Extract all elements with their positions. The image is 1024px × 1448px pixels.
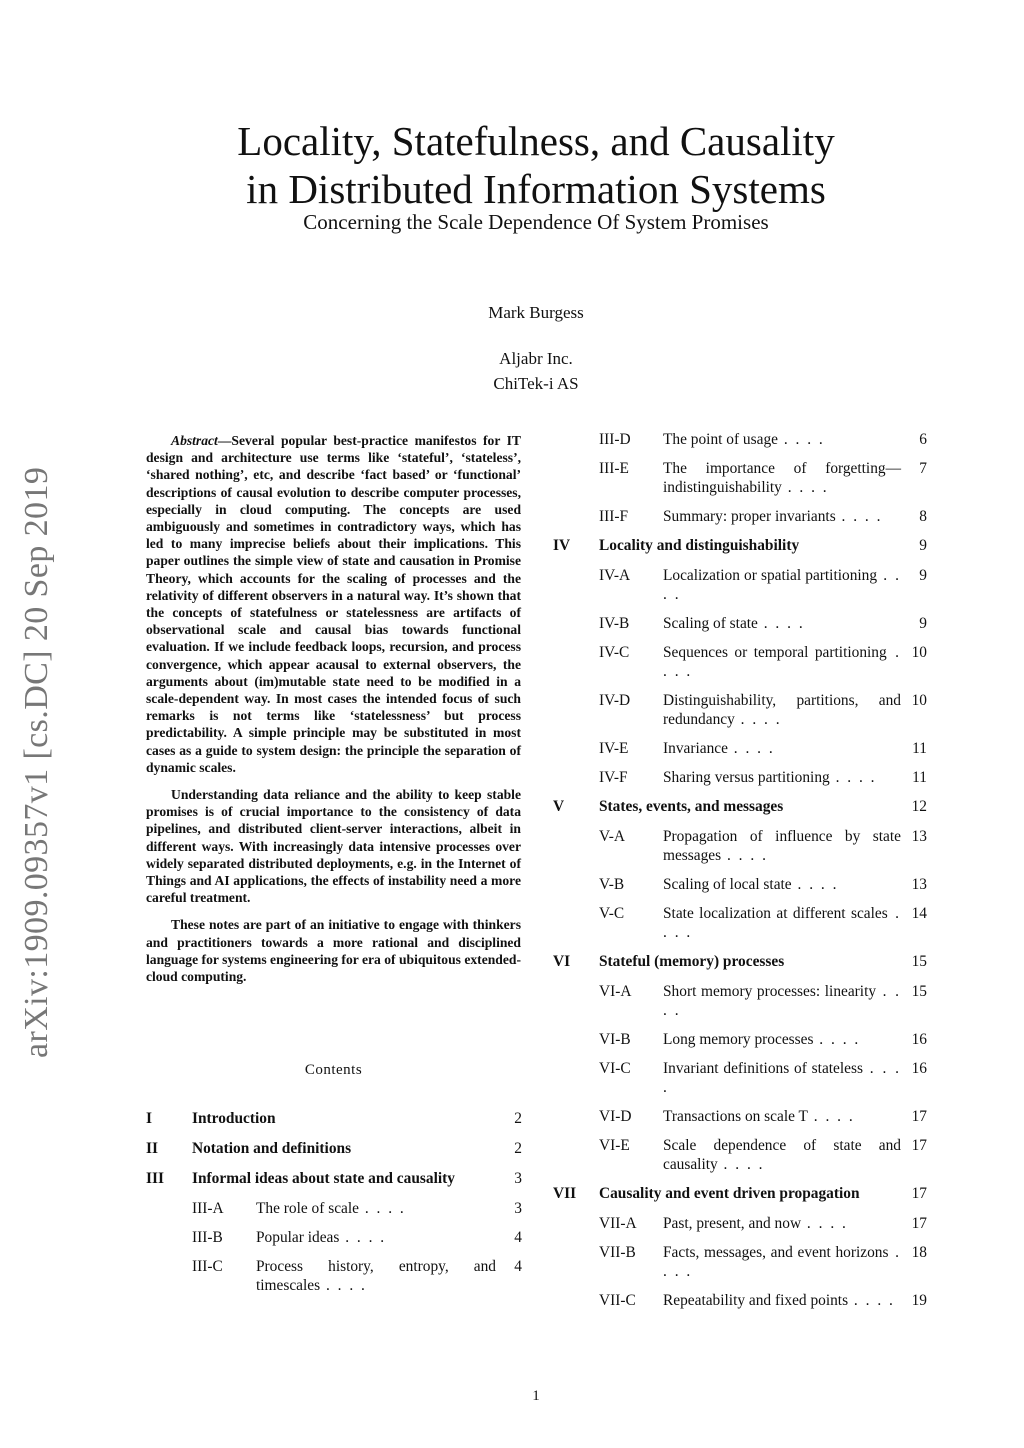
toc-label: State localization at different scales . . . . [663, 905, 902, 941]
toc-number: IV [553, 537, 571, 554]
toc-left-column [146, 1107, 522, 1305]
toc-section[interactable] [146, 1109, 522, 1128]
toc-leader-dots: . . . . [663, 905, 902, 941]
affiliation-2: ChiTek-i AS [493, 374, 579, 393]
abstract-paragraph-1 [146, 432, 521, 776]
toc-number: IV-F [599, 769, 628, 786]
toc-section[interactable] [553, 536, 927, 555]
toc-number: III-A [192, 1200, 224, 1217]
toc-label: Popular ideas . . . . [256, 1229, 387, 1246]
toc-page: 3 [514, 1200, 522, 1217]
toc-subsection[interactable] [599, 566, 927, 604]
toc-page: 9 [919, 537, 927, 554]
toc-label: States, events, and messages [599, 798, 784, 815]
toc-leader-dots: . . . . [727, 740, 775, 757]
toc-page: 16 [911, 1060, 927, 1077]
toc-page: 16 [911, 1031, 927, 1048]
toc-subsection[interactable] [599, 643, 927, 681]
toc-page: 17 [911, 1137, 927, 1154]
toc-page: 11 [912, 740, 927, 757]
toc-number: VII-A [599, 1215, 637, 1232]
toc-number: IV-A [599, 567, 631, 584]
toc-page: 17 [911, 1185, 927, 1202]
toc-page: 2 [514, 1110, 522, 1127]
toc-page: 17 [911, 1108, 927, 1125]
toc-number: V [553, 798, 565, 815]
toc-leader-dots: . . . . [721, 847, 768, 864]
toc-subsection[interactable] [192, 1199, 522, 1218]
toc-number: VII [553, 1185, 577, 1202]
toc-leader-dots: . . . . [663, 567, 901, 603]
toc-page: 12 [911, 798, 927, 815]
abstract-text-1: —Several popular best-practice manifestos for IT design and architecture use terms like ‘stateful’, ‘stateless’, ‘shared nothing’, etc, and describe ‘fact based’ or ‘functional’ descriptions of causal evolution to describe computer processes, especially in cloud computing. The concepts are used ambiguously and sometimes in contradictory ways, which has led to many imprecise beliefs about their implications. This paper outlines the simple view of state and causation in Promise Theory, which accounts for the scaling of processes and the relativity of different observers in a natural way. It’s shown that the concepts of statefulness or statelessness are artifacts of observational scale and causal bias towards functional evaluation. If we include feedback loops, recursion, and process convergence, which appear acausal to external observers, the arguments about (im)mutable state need to be modified in a scale-dependent way. In most cases the intended focus of such remarks is not terms like ‘statelessness’ but process predictability. A simple principle may be substituted in most cases as a guide to system design: the principle the separation of dynamic scales. [146, 433, 521, 775]
toc-subsection[interactable] [599, 614, 927, 633]
toc-label: Stateful (memory) processes [599, 953, 785, 970]
toc-number: V-C [599, 905, 625, 922]
toc-number: V-A [599, 828, 625, 845]
toc-page: 13 [911, 828, 927, 845]
toc-number: III-F [599, 508, 629, 525]
toc-label: Repeatability and fixed points . . . . [663, 1292, 895, 1309]
toc-subsection[interactable] [599, 459, 927, 497]
toc-number: VI [553, 953, 571, 970]
toc-label: Sequences or temporal partitioning . . . . [663, 644, 901, 680]
abstract-lead: Abstract [171, 433, 218, 448]
toc-label: Causality and event driven propagation [599, 1185, 860, 1202]
toc-subsection[interactable] [192, 1257, 522, 1295]
toc-subsection[interactable] [599, 1243, 927, 1281]
toc-subsection[interactable] [599, 1059, 927, 1097]
toc-leader-dots: . . . . [848, 1292, 895, 1309]
toc-leader-dots: . . . . [734, 711, 782, 728]
toc-page: 10 [911, 644, 927, 661]
toc-leader-dots: . . . . [757, 615, 805, 632]
toc-number: III-E [599, 460, 629, 477]
toc-number: IV-B [599, 615, 630, 632]
toc-leader-dots: . . . . [835, 508, 883, 525]
toc-leader-dots: . . . . [663, 983, 901, 1019]
toc-page: 2 [514, 1140, 522, 1157]
toc-number: VI-E [599, 1137, 630, 1154]
toc-section[interactable] [553, 1184, 927, 1203]
toc-page: 14 [911, 905, 927, 922]
toc-label: The role of scale . . . . [256, 1200, 406, 1217]
toc-number: I [146, 1110, 152, 1127]
arxiv-stamp: arXiv:1909.09357v1 [cs.DC] 20 Sep 2019 [18, 466, 55, 1058]
toc-label: Locality and distinguishability [599, 537, 800, 554]
toc-page: 9 [919, 615, 927, 632]
title-line-2: in Distributed Information Systems [246, 166, 826, 212]
toc-leader-dots: . . . . [663, 1060, 901, 1096]
toc-number: II [146, 1140, 158, 1157]
toc-leader-dots: . . . . [663, 1244, 901, 1280]
toc-leader-dots: . . . . [801, 1215, 848, 1232]
toc-number: VII-B [599, 1244, 636, 1261]
toc-subsection[interactable] [599, 1030, 927, 1049]
toc-page: 17 [911, 1215, 927, 1232]
toc-leader-dots: . . . . [791, 876, 839, 893]
toc-leader-dots: . . . . [777, 431, 825, 448]
toc-leader-dots: . . . . [717, 1156, 765, 1173]
toc-page: 6 [919, 431, 927, 448]
affiliations [0, 346, 1024, 396]
toc-label: Sharing versus partitioning . . . . [663, 769, 877, 786]
title-line-1: Locality, Statefulness, and Causality [237, 118, 835, 164]
toc-page: 10 [911, 692, 927, 709]
toc-number: III-B [192, 1229, 223, 1246]
toc-page: 15 [911, 953, 927, 970]
toc-label: Localization or spatial partitioning . . . . [663, 567, 901, 603]
toc-number: IV-C [599, 644, 630, 661]
toc-leader-dots: . . . . [807, 1108, 855, 1125]
toc-leader-dots: . . . . [829, 769, 877, 786]
abstract-paragraph-2: Understanding data reliance and the ability to keep stable promises is of crucial importance to the consistency of data pipelines, and distributed client-server interactions, albeit in different ways. With increasingly data intensive processes over widely separated distributed deployments, e.g. in the Internet of Things and AI applications, the effects of instability need a more careful treatment. [146, 787, 521, 906]
toc-subsection[interactable] [599, 691, 927, 729]
toc-subsection[interactable] [599, 827, 927, 865]
toc-page: 3 [514, 1170, 522, 1187]
toc-subsection[interactable] [192, 1228, 522, 1247]
toc-subsection[interactable] [599, 430, 927, 449]
toc-number: VI-B [599, 1031, 631, 1048]
author-name: Mark Burgess [488, 303, 584, 322]
toc-label: Introduction [192, 1110, 276, 1127]
toc-label: Invariant definitions of stateless . . . . [663, 1060, 901, 1096]
page-number: 1 [532, 1388, 540, 1404]
toc-label: Notation and definitions [192, 1140, 352, 1157]
toc-section[interactable] [553, 797, 927, 816]
toc-page: 19 [911, 1292, 927, 1309]
toc-label: Transactions on scale T . . . . [663, 1108, 855, 1125]
toc-label: Short memory processes: linearity . . . . [663, 983, 901, 1019]
affiliation-1: Aljabr Inc. [499, 349, 573, 368]
toc-number: IV-D [599, 692, 631, 709]
toc-subsection[interactable] [599, 739, 927, 758]
toc-leader-dots: . . . . [813, 1031, 861, 1048]
toc-page: 13 [911, 876, 927, 893]
toc-label: Past, present, and now . . . . [663, 1215, 848, 1232]
toc-label: Invariance . . . . [663, 740, 775, 757]
toc-number: III-D [599, 431, 631, 448]
toc-label: Process history, entropy, and timescales . . . . [256, 1258, 496, 1294]
toc-page: 18 [911, 1244, 927, 1261]
toc-subsection[interactable] [599, 768, 927, 787]
toc-page: 7 [919, 460, 927, 477]
toc-section[interactable] [146, 1169, 522, 1188]
toc-number: III [146, 1170, 164, 1187]
toc-section[interactable] [553, 952, 927, 971]
paper-title [0, 117, 1024, 213]
toc-number: IV-E [599, 740, 629, 757]
toc-number: V-B [599, 876, 625, 893]
toc-leader-dots: . . . . [358, 1200, 406, 1217]
toc-leader-dots: . . . . [339, 1229, 387, 1246]
abstract [146, 432, 521, 995]
toc-label: Scaling of local state . . . . [663, 876, 839, 893]
toc-number: III-C [192, 1258, 223, 1275]
toc-leader-dots: . . . . [320, 1277, 367, 1294]
toc-right-column [553, 430, 927, 1320]
toc-leader-dots: . . . . [781, 479, 829, 496]
toc-section[interactable] [146, 1139, 522, 1158]
toc-label: The importance of forgetting—indistinguishability . . . . [663, 460, 901, 496]
contents-heading: Contents [304, 1062, 363, 1078]
toc-number: VI-D [599, 1108, 632, 1125]
toc-page: 9 [919, 567, 927, 584]
toc-subsection[interactable] [599, 1136, 927, 1174]
toc-number: VII-C [599, 1292, 636, 1309]
toc-label: Facts, messages, and event horizons . . . . [663, 1244, 901, 1280]
toc-label: Propagation of influence by state messages . . . . [663, 828, 901, 864]
abstract-paragraph-3: These notes are part of an initiative to engage with thinkers and practitioners towards a more rational and disciplined language for systems engineering for era of ubiquitous extended-cloud computing. [146, 917, 521, 985]
toc-label: Informal ideas about state and causality [192, 1170, 455, 1187]
toc-number: VI-A [599, 983, 632, 1000]
toc-leader-dots: . . . . [663, 644, 901, 680]
toc-subsection[interactable] [599, 1107, 927, 1126]
toc-subsection[interactable] [599, 1214, 927, 1233]
paper-subtitle: Concerning the Scale Dependence Of System Promises [303, 210, 769, 234]
toc-label: The point of usage . . . . [663, 431, 825, 448]
toc-page: 4 [514, 1229, 522, 1246]
toc-subsection[interactable] [599, 982, 927, 1020]
toc-subsection[interactable] [599, 507, 927, 526]
toc-page: 4 [514, 1258, 522, 1275]
toc-label: Distinguishability, partitions, and redundancy . . . . [663, 692, 901, 728]
toc-label: Scale dependence of state and causality . . . . [663, 1137, 901, 1173]
toc-subsection[interactable] [599, 875, 927, 894]
toc-label: Long memory processes . . . . [663, 1031, 861, 1048]
toc-label: Summary: proper invariants . . . . [663, 508, 883, 525]
toc-subsection[interactable] [599, 904, 927, 942]
toc-page: 8 [919, 508, 927, 525]
toc-page: 11 [912, 769, 927, 786]
toc-number: VI-C [599, 1060, 631, 1077]
toc-label: Scaling of state . . . . [663, 615, 805, 632]
toc-subsection[interactable] [599, 1291, 927, 1310]
toc-page: 15 [911, 983, 927, 1000]
